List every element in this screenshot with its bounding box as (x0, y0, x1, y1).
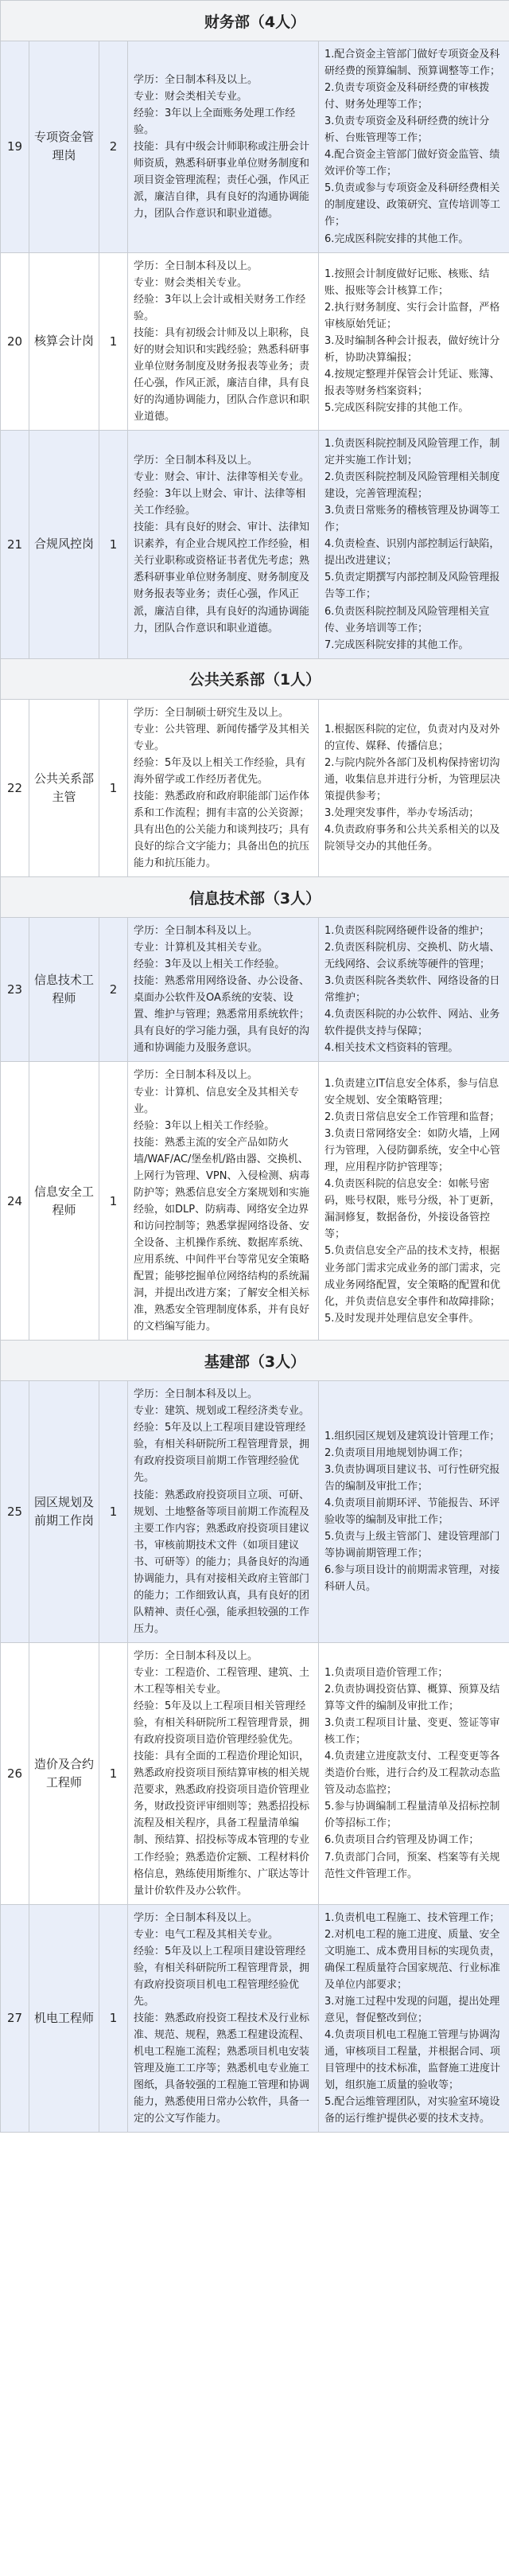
requirement-line: 经验：5年及以上工程项目建设管理经验，有相关科研院所工程管理背景，拥有政府投资项目机电工程管理经验优先。 (134, 1945, 310, 2008)
department-header-row (1, 877, 509, 918)
duty-line: 6.负责项目合约管理及协调工作； (324, 1834, 480, 1847)
requirement-line: 专业：财会类相关专业。 (134, 90, 248, 103)
duty-line: 2.与院内院外各部门及机构保持密切沟通，收集信息并进行分析，为管理层决策提供参考； (324, 756, 501, 802)
headcount: 2 (99, 41, 128, 253)
requirement-line: 技能：熟悉主流的安全产品如防火墙/WAF/AC/堡垒机/路由器、交换机、上网行为管理、VPN、入侵检测、病毒防护等；熟悉信息安全方案规划和实施经验，如DLP、防病毒、网络安全边界和访问控制等；熟悉掌握网络设备、安全设备、主机操作系统、数据库系统、应用系统、中间件平台等常见安全策略配置；能够挖掘单位网络结构的系统漏洞，并提出改进方案；了解安全相关标准，熟悉安全管理制度体系，并有良好的文档编写能力。 (134, 1136, 310, 1333)
job-requirements (128, 918, 319, 1062)
duty-line: 1.负责建立IT信息安全体系，参与信息安全规划、安全策略管理； (324, 1078, 499, 1107)
headcount: 1 (99, 699, 128, 876)
duty-line: 5.负责定期撰写内部控制及风险管理报告等工作； (324, 572, 500, 601)
department-title: 基建部（3人） (1, 1341, 509, 1381)
duty-line: 4.负责医科院的信息安全：如帐号密码，账号权限，账号分级，补丁更新，漏洞修复，数据备份，外接设备管控等； (324, 1178, 501, 1241)
job-requirements (128, 1642, 319, 1904)
duty-line: 3.对施工过程中发现的问题，提出处理意见，督促整改到位； (324, 1995, 500, 2024)
requirement-line: 专业：财会类相关专业。 (134, 276, 248, 289)
duty-line: 1.根据医科院的定位，负责对内及对外的宣传、媒释、传播信息； (324, 723, 500, 752)
department-title: 信息技术部（3人） (1, 877, 509, 918)
job-row (1, 1381, 509, 1643)
duty-line: 3.负责日常账务的稽核管理及协调等工作； (324, 505, 500, 534)
job-row (1, 431, 509, 659)
duty-line: 3.负责工程项目计量、变更、签证等审核工作； (324, 1717, 500, 1747)
duty-line: 2.执行财务制度、实行会计监督，严格审核原始凭证； (324, 302, 500, 331)
job-requirements (128, 252, 319, 430)
job-title: 园区规划及前期工作岗 (29, 1381, 99, 1643)
duty-line: 5.及时发现并处理信息安全事件。 (324, 1312, 480, 1325)
job-title: 合规风控岗 (29, 431, 99, 659)
job-requirements (128, 1062, 319, 1341)
job-row (1, 1642, 509, 1904)
job-requirements (128, 699, 319, 876)
job-duties (319, 918, 509, 1062)
headcount: 1 (99, 1062, 128, 1341)
requirement-line: 经验：3年以上会计或相关财务工作经验。 (134, 293, 306, 322)
requirement-line: 学历：全日制本科及以上。 (134, 1911, 258, 1924)
job-row (1, 41, 509, 253)
job-row (1, 252, 509, 430)
headcount: 1 (99, 1381, 128, 1643)
duty-line: 3.负责专项资金及科研经费的统计分析、台账管理等工作； (324, 115, 490, 145)
job-title: 专项资金管理岗 (29, 41, 99, 253)
duty-line: 4.负责项目机电工程施工管理与协调沟通，审核项目工程量，并根据合同、项目管理中的技术标准，监督施工进度计划，组织施工质量的验收等； (324, 2028, 501, 2092)
headcount: 1 (99, 1642, 128, 1904)
duty-line: 5.配合运维管理团队，对实验室环境设备的运行维护提供必要的技术支持。 (324, 2096, 500, 2125)
job-number: 19 (1, 41, 29, 253)
duty-line: 2.负责协调投资估算、概算、预算及结算等文件的编制及审批工作； (324, 1684, 500, 1713)
job-number: 27 (1, 1904, 29, 2133)
job-title: 公共关系部主管 (29, 699, 99, 876)
job-row (1, 1904, 509, 2133)
headcount: 1 (99, 252, 128, 430)
requirement-line: 专业：电气工程及其相关专业。 (134, 1928, 279, 1941)
duty-line: 1.配合资金主管部门做好专项资金及科研经费的预算编制、预算调整等工作； (324, 49, 501, 78)
duty-line: 4.负责检查、识别内部控制运行缺陷，提出改进建议； (324, 538, 500, 568)
job-number: 24 (1, 1062, 29, 1341)
duty-line: 2.负责日常信息安全工作管理和监督； (324, 1111, 500, 1124)
requirement-line: 技能：熟悉常用网络设备、办公设备、桌面办公软件及OA系统的安装、设置、维护与管理；熟悉常用系统软件；具有良好的学习能力强，具有良好的沟通和协调能力及服务意识。 (134, 975, 310, 1055)
duty-line: 5.负责信息安全产品的技术支持，根据业务部门需求完成业务的部门需求，完成业务网络配置，安全策略的配置和优化，并负责信息安全事件和故障排除； (324, 1245, 501, 1308)
requirement-line: 学历：全日制本科及以上。 (134, 1649, 258, 1662)
job-title: 造价及合约工程师 (29, 1642, 99, 1904)
job-duties (319, 1381, 509, 1643)
job-duties (319, 41, 509, 253)
job-row (1, 699, 509, 876)
headcount: 1 (99, 1904, 128, 2133)
requirement-line: 学历：全日制本科及以上。 (134, 925, 258, 938)
requirement-line: 技能：具有初级会计师及以上职称，良好的财会知识和实践经验；熟悉科研事业单位财务制度及财务报表等业务；责任心强，作风正派，廉洁自律，具有良好的沟通协调能力，团队合作意识和职业道德。 (134, 326, 310, 423)
requirement-line: 经验：3年以上全面账务处理工作经验。 (134, 107, 296, 136)
requirement-line: 技能：熟悉政府和政府职能部门运作体系和工作流程；拥有丰富的公关资源；具有出色的公关能力和谈判技巧；具有良好的综合文字能力；具备出色的抗压能力和抗压能力。 (134, 790, 310, 870)
requirement-line: 学历：全日制本科及以上。 (134, 260, 258, 272)
department-header-row (1, 1341, 509, 1381)
job-title: 信息安全工程师 (29, 1062, 99, 1341)
requirement-line: 经验：5年及以上工程项目建设管理经验，有相关科研院所工程管理背景，拥有政府投资项目前期工作管理经验优先。 (134, 1422, 310, 1485)
requirement-line: 学历：全日制本科及以上。 (134, 73, 258, 86)
duty-line: 3.及时编制各种会计报表，做好统计分析，协助决算编报； (324, 335, 500, 365)
duty-line: 3.处理突发事件，举办专场活动； (324, 806, 480, 819)
job-title: 机电工程师 (29, 1904, 99, 2133)
requirement-line: 学历：全日制本科及以上。 (134, 1388, 258, 1401)
job-requirements (128, 1904, 319, 2133)
duty-line: 5.完成医科院安排的其他工作。 (324, 402, 469, 415)
job-title: 信息技术工程师 (29, 918, 99, 1062)
duty-line: 1.负责机电工程施工、技术管理工作； (324, 1911, 500, 1924)
duty-line: 4.按规定整理并保管会计凭证、账簿、报表等财务档案资料； (324, 369, 500, 398)
requirement-line: 学历：全日制硕士研究生及以上。 (134, 706, 289, 719)
duty-line: 2.对机电工程的施工进度、质量、安全文明施工、成本费用目标的实现负责，确保工程质量符合国家规范、行业标准及单位内部要求； (324, 1928, 501, 1991)
job-row (1, 918, 509, 1062)
duty-line: 1.按照会计制度做好记账、核账、结账、报账等会计核算工作； (324, 268, 490, 298)
requirement-line: 专业：工程造价、工程管理、建筑、土木工程等相关专业。 (134, 1666, 310, 1696)
duty-line: 5.参与协调编制工程量清单及招标控制价等招标工作； (324, 1801, 500, 1830)
job-number: 25 (1, 1381, 29, 1643)
job-requirements (128, 41, 319, 253)
duty-line: 2.负责项目用地规划协调工作； (324, 1446, 469, 1459)
duty-line: 1.负责医科院网络硬件设备的维护； (324, 925, 490, 938)
duty-line: 4.配合资金主管部门做好资金监管、绩效评价等工作； (324, 149, 500, 178)
job-duties (319, 431, 509, 659)
requirement-line: 技能：熟悉政府投资工程技术及行业标准、规范、规程，熟悉工程建设流程、机电工程施工流程；熟悉项目机电安装管理及施工工序等；熟悉机电专业施工图纸，具备较强的工程施工管理和协调能力，熟悉使用日常办公软件，具备一定的公文写作能力。 (134, 2012, 310, 2125)
duty-line: 1.负责医科院控制及风险管理工作，制定并实施工作计划； (324, 438, 500, 467)
department-title: 财务部（4人） (1, 1, 509, 41)
job-row (1, 1062, 509, 1341)
job-number: 23 (1, 918, 29, 1062)
duty-line: 6.参与项目设计的前期需求管理，对接科研人员。 (324, 1564, 500, 1594)
department-header-row (1, 658, 509, 699)
job-duties (319, 699, 509, 876)
requirement-line: 经验：5年及以上工程项目相关管理经验，有相关科研院所工程管理背景，拥有政府投资项目造价管理经验优先。 (134, 1700, 310, 1747)
job-duties (319, 1642, 509, 1904)
requirement-line: 技能：熟悉政府投资项目立项、可研、规划、土地整备等项目前期工作流程及主要工作内容；熟悉政府投资项目建议书，审核前期技术文件（如项目建议书、可研等）的能力；具备良好的沟通协调能力，具有对接相关政府主管部门的能力；工作细致认真，具有良好的团队精神、责任心强，能承担较强的工作压力。 (134, 1489, 310, 1635)
job-number: 26 (1, 1642, 29, 1904)
requirement-line: 技能：具有良好的财会、审计、法律知识素养，有企业合规风控工作经验，相关行业职称或资格证书者优先考虑；熟悉科研事业单位财务制度、财务制度及财务报表等业务；责任心强，作风正派，廉洁自律，具有良好的沟通协调能力，团队合作意识和职业道德。 (134, 521, 310, 634)
job-duties (319, 252, 509, 430)
job-duties (319, 1904, 509, 2133)
job-title: 核算会计岗 (29, 252, 99, 430)
duty-line: 5.负责或参与专项资金及科研经费相关的制度建设、政策研究、宣传培训等工作； (324, 182, 501, 228)
duty-line: 4.相关技术文档资料的管理。 (324, 1042, 459, 1055)
requirement-line: 专业：财会、审计、法律等相关专业。 (134, 471, 310, 484)
job-number: 20 (1, 252, 29, 430)
duty-line: 1.组织园区规划及建筑设计管理工作； (324, 1430, 500, 1442)
job-duties (319, 1062, 509, 1341)
duty-line: 1.负责项目造价管理工作； (324, 1666, 449, 1679)
department-title: 公共关系部（1人） (1, 658, 509, 699)
duty-line: 6.完成医科院安排的其他工作。 (324, 232, 469, 245)
duty-line: 4.负责项目前期环评、节能报告、环评验收等的编制及审批工作； (324, 1497, 500, 1527)
duty-line: 3.负责医科院各类软件、网络设备的日常维护； (324, 975, 500, 1005)
job-requirements (128, 431, 319, 659)
requirement-line: 经验：3年以上财会、审计、法律等相关工作经验。 (134, 488, 306, 517)
requirement-line: 技能：具有中级会计师职称或注册会计师资质，熟悉科研事业单位财务制度和项目资金管理流程；责任心强，作风正派，廉洁自律，具有良好的沟通协调能力，团队合作意识和职业道德。 (134, 140, 310, 220)
duty-line: 7.完成医科院安排的其他工作。 (324, 638, 469, 651)
duty-line: 4.负责政府事务和公共关系相关的以及院领导交办的其他任务。 (324, 823, 500, 853)
duty-line: 3.负责日常网络安全：如防火墙，上网行为管理，入侵防御系统，安全中心管理，应用程序防护管理等； (324, 1128, 501, 1174)
job-number: 21 (1, 431, 29, 659)
duty-line: 6.负责医科院控制及风险管理相关宣传、业务培训等工作； (324, 605, 490, 634)
requirement-line: 经验：5年及以上相关工作经验，具有海外留学或工作经历者优先。 (134, 756, 306, 786)
requirement-line: 经验：3年以上相关工作经验。 (134, 1119, 275, 1132)
duty-line: 7.负责部门合同，预案、档案等有关规范性文件管理工作。 (324, 1851, 500, 1880)
headcount: 2 (99, 918, 128, 1062)
duty-line: 4.负责医科院的办公软件、网站、业务软件提供支持与保障； (324, 1009, 500, 1038)
duty-line: 2.负责专项资金及科研经费的审核拨付、财务处理等工作； (324, 82, 490, 111)
requirement-line: 学历：全日制本科及以上。 (134, 455, 258, 467)
duty-line: 3.负责协调项目建议书、可行性研究报告的编制及审批工作； (324, 1463, 500, 1493)
requirement-line: 技能：具有全面的工程造价理论知识，熟悉政府投资项目预结算审核的相关规范要求，熟悉政府投资项目造价管理业务，财政投资评审细则等；熟悉招投标流程及相关程序，具备工程量清单编制、预结算、招投标等成本管理的专业工作经验；熟悉造价定额、工程材料价格信息，熟练使用斯维尔、广联达等计量计价软件及办公软件。 (134, 1751, 310, 1897)
duty-line: 4.负责建立进度款支付、工程变更等各类造价台账，进行合约及工程款动态监管及动态监控； (324, 1751, 501, 1797)
requirement-line: 学历：全日制本科及以上。 (134, 1069, 258, 1082)
requirement-line: 经验：3年及以上相关工作经验。 (134, 958, 286, 971)
duty-line: 2.负责医科院控制及风险管理相关制度建设，完善管理流程； (324, 471, 500, 501)
department-header-row (1, 1, 509, 41)
duty-line: 2.负责医科院机房、交换机、防火墙、无线网络、会议系统等硬件的管理； (324, 942, 500, 971)
requirement-line: 专业：建筑、规划或工程经济类专业。 (134, 1405, 310, 1418)
requirement-line: 专业：计算机、信息安全及其相关专业。 (134, 1086, 300, 1115)
job-number: 22 (1, 699, 29, 876)
requirement-line: 专业：公共管理、新闻传播学及其相关专业。 (134, 723, 310, 752)
duty-line: 5.负责与上级主管部门、建设管理部门等协调前期管理工作； (324, 1531, 500, 1560)
job-requirements (128, 1381, 319, 1643)
requirement-line: 专业：计算机及其相关专业。 (134, 942, 269, 954)
headcount: 1 (99, 431, 128, 659)
